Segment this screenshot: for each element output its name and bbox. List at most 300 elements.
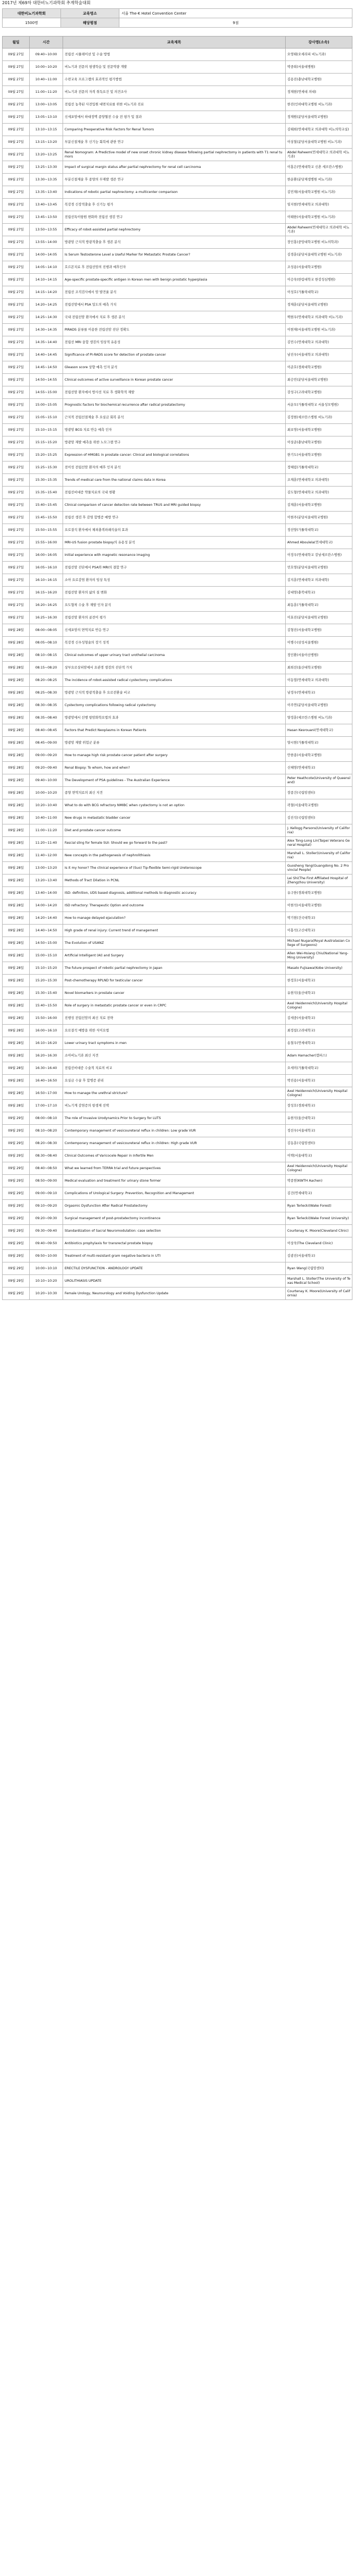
table-row (3, 549, 352, 562)
table-row (3, 900, 352, 912)
row-time: 16:40~16:50 (30, 1075, 63, 1087)
table-row (3, 386, 352, 399)
row-time: 16:30~16:40 (30, 1062, 63, 1075)
row-speaker: 조성용(서울대학교병원) (286, 261, 352, 274)
row-date: 09월 28일 (3, 962, 30, 975)
row-time: 09:00~09:20 (30, 749, 63, 762)
row-speaker: 이동엽(연세대학교 의과대학) (286, 674, 352, 687)
table-row (3, 261, 352, 274)
table-row (3, 336, 352, 349)
table-row (3, 574, 352, 587)
row-time: 14:20~14:25 (30, 299, 63, 311)
row-time: 14:00~14:05 (30, 249, 63, 261)
table-row (3, 186, 352, 199)
table-row (3, 887, 352, 900)
table-row (3, 224, 352, 236)
row-speaker: 민호영(분당서울대학교병원) (286, 562, 352, 574)
row-date: 09월 28일 (3, 849, 30, 862)
row-speaker: Axel Heidenreich(University Hospital Cologne) (286, 1087, 352, 1100)
row-time: 15:35~15:40 (30, 487, 63, 499)
table-row (3, 349, 352, 361)
row-time: 15:45~15:50 (30, 512, 63, 524)
row-title: Clinical outcomes of active surveillance in Korean prostate cancer (63, 374, 286, 386)
row-date: 09월 27일 (3, 149, 30, 161)
page-title: 2017년 제69차 대한비뇨기과학회 추계학술대회 (2, 1, 91, 5)
row-date: 09월 28일 (3, 1025, 30, 1037)
row-date: 09월 27일 (3, 599, 30, 612)
row-speaker: Courtenay K. Moore(University of California) (286, 1287, 352, 1300)
table-row (3, 1100, 352, 1112)
table-row (3, 562, 352, 574)
row-speaker: 이효진(분당서울대학교병원) (286, 612, 352, 624)
row-title: 상부요로상피암에서 요관경 생검의 진단적 가치 (63, 662, 286, 674)
row-speaker: 김정현(세브란스병원 비뇨기과) (286, 411, 352, 424)
row-speaker: 김용진(충남대학교병원) (286, 74, 352, 86)
row-title: Gleason score 상향 예측 인자 분석 (63, 361, 286, 374)
row-title: 전립선 생검 후 감염 합병증 예방 연구 (63, 512, 286, 524)
row-title: Age-specific prostate-specific antigen in Korean men with benign prostatic hyperplasia (63, 274, 286, 286)
row-time: 08:15~08:20 (30, 662, 63, 674)
row-date: 09월 28일 (3, 837, 30, 849)
row-time: 13:00~13:05 (30, 99, 63, 111)
row-time: 15:10~15:15 (30, 424, 63, 436)
row-speaker: Alex Tong-Long Lin(Taipei Veterans General Hospital) (286, 837, 352, 849)
info-table (2, 8, 352, 28)
row-title: Renal Biopsy: To whom, how and when? (63, 762, 286, 774)
table-row (3, 311, 352, 324)
row-time: 14:35~14:40 (30, 336, 63, 349)
row-title: 부분신절제술 후 신기능 회복에 관한 연구 (63, 136, 286, 149)
row-title: The role of Invasive Urodynamics Prior to Surgery for LUTS (63, 1112, 286, 1125)
score-value: 9점 (119, 18, 352, 28)
row-date: 09월 27일 (3, 524, 30, 537)
row-date: 09월 27일 (3, 211, 30, 224)
row-date: 09월 29일 (3, 1262, 30, 1275)
table-row (3, 1062, 352, 1075)
row-title: Fascial sling for female SUI: Should we go forward to the past? (63, 837, 286, 849)
row-speaker: 정선양(가톨릭대학교) (286, 524, 352, 537)
row-title: 전립선 조직검사에서 암 발견율 분석 (63, 286, 286, 299)
row-speaker: 이주연(분당서울대학교병원) (286, 699, 352, 712)
row-date: 09월 28일 (3, 887, 30, 900)
row-title: What to do with BCG refractory NMIBC when cystectomy is not an option (63, 799, 286, 812)
row-time: 14:20~14:40 (30, 912, 63, 925)
table-row (3, 211, 352, 224)
row-date: 09월 29일 (3, 1187, 30, 1200)
row-title: 전립선암 환자의 삶의 질 변화 (63, 587, 286, 599)
row-speaker: 이홍은(연세대학교 신촌 세브란스병원) (286, 161, 352, 174)
row-time: 09:50~10:00 (30, 1250, 63, 1262)
row-time: 08:05~08:10 (30, 637, 63, 649)
row-time: 14:55~15:00 (30, 386, 63, 399)
row-time: 15:30~15:35 (30, 474, 63, 487)
table-row (3, 987, 352, 1000)
row-speaker: 정재현(연세대 의대) (286, 86, 352, 99)
row-time: 16:50~17:00 (30, 1087, 63, 1100)
row-speaker: 오영태(오세라피 비뇨기과) (286, 48, 352, 61)
row-title: Is Serum Testosterone Level a Useful Marker for Metastatic Prostate Cancer? (63, 249, 286, 261)
table-row (3, 124, 352, 136)
table-row (3, 1250, 352, 1262)
table-row (3, 874, 352, 887)
row-date: 09월 27일 (3, 474, 30, 487)
row-date: 09월 28일 (3, 662, 30, 674)
table-row (3, 249, 352, 261)
schedule-header-row (3, 37, 352, 48)
row-speaker: Ahmed Aboulela(연세대학교) (286, 537, 352, 549)
row-date: 09월 28일 (3, 624, 30, 637)
row-speaker: 조재훈(연세대학교 의과대학) (286, 474, 352, 487)
row-title: Artificial Intelligent (AI) and Surgery (63, 950, 286, 962)
row-speaker: 김진석(국립암센터) (286, 812, 352, 824)
row-speaker: 이현주(분당서울대학교병원) (286, 512, 352, 524)
row-title: 소아비뇨기과 최신 지견 (63, 1050, 286, 1062)
row-speaker: Axel Heidenreich(University Hospital Cologne) (286, 1000, 352, 1012)
row-speaker: 이태한(서울대학교병원 비뇨기과) (286, 211, 352, 224)
row-time: 14:50~15:00 (30, 937, 63, 950)
schedule-table (2, 36, 352, 1300)
row-title: ISD: definition, UDS based diagnosis, additional methods to diagnostic accuracy (63, 887, 286, 900)
row-title: Female Urology, Neurourology and Voiding Dysfunction Update (63, 1287, 286, 1300)
row-speaker: 김지훈(연세대학교 의과대학) (286, 574, 352, 587)
row-speaker: 김태희(연세대학교 의과대학 비뇨의학교실) (286, 124, 352, 136)
row-time: 16:20~16:25 (30, 599, 63, 612)
table-row (3, 99, 352, 111)
row-time: 16:10~16:20 (30, 1037, 63, 1050)
row-time: 16:05~16:10 (30, 562, 63, 574)
row-speaker: 유현석(울산대학교) (286, 1112, 352, 1125)
row-title: 요실금 수술 후 합병증 관리 (63, 1075, 286, 1087)
row-date: 09월 28일 (3, 1037, 30, 1050)
table-row (3, 799, 352, 812)
table-row (3, 937, 352, 950)
row-title: 전립선특이항원 변화와 전립선 생검 연구 (63, 211, 286, 224)
row-speaker: 장인홍(중앙대학교병원 비뇨의학과) (286, 236, 352, 249)
row-date: 09월 27일 (3, 361, 30, 374)
row-title: Methods of Tract Dilation in PCNL (63, 874, 286, 887)
row-time: 10:40~11:00 (30, 812, 63, 824)
table-row (3, 1012, 352, 1025)
row-time: 08:40~08:50 (30, 1162, 63, 1175)
row-speaker: 송철우(연세대학교) (286, 1037, 352, 1050)
table-row (3, 587, 352, 599)
row-speaker: Ryan Terlecki(Wake Forest) (286, 1200, 352, 1212)
row-title: 전립선암 진단에서 PSA와 MRI의 결합 연구 (63, 562, 286, 574)
row-title: Trends of medical care from the national claims data in Korea (63, 474, 286, 487)
col-speaker: 강사명(소속) (286, 37, 352, 48)
row-title: Standardization of Sacral Neuromodulation: case selection (63, 1225, 286, 1237)
row-speaker: Abdel Raheem(연세대학교 의과대학 비뇨기과) (286, 149, 352, 161)
row-speaker: 이현석(서울대학교병원) (286, 900, 352, 912)
row-speaker: 백현우(연세대학교 의과대학 비뇨기과) (286, 311, 352, 324)
row-title: What we learned from TERRA trial and future perspectives (63, 1162, 286, 1175)
row-date: 09월 28일 (3, 1062, 30, 1075)
row-date: 09월 27일 (3, 324, 30, 336)
row-title: 호르몬치료 후 전립선암의 진행과 예후인자 (63, 261, 286, 274)
row-time: 15:10~15:20 (30, 962, 63, 975)
row-time: 08:00~08:05 (30, 624, 63, 637)
row-time: 13:25~13:30 (30, 161, 63, 174)
row-date: 09월 27일 (3, 186, 30, 199)
row-date: 09월 29일 (3, 1212, 30, 1225)
row-speaker: 이택(서울대학교) (286, 1150, 352, 1162)
row-time: 13:05~13:10 (30, 111, 63, 124)
row-date: 09월 28일 (3, 637, 30, 649)
table-row (3, 74, 352, 86)
row-speaker: 남진우(서울대학교 의과대학) (286, 349, 352, 361)
row-date: 09월 28일 (3, 699, 30, 712)
row-time: 17:00~17:10 (30, 1100, 63, 1112)
row-time: 08:25~08:30 (30, 687, 63, 699)
row-title: 진행성 전립선암의 최신 치료 전략 (63, 1012, 286, 1025)
row-title: Is it my honor? The clinical experience of (Suo) Tip-flexible Semi-rigid Ureteroscope (63, 862, 286, 874)
row-date: 09월 28일 (3, 749, 30, 762)
row-title: Novel biomarkers in prostate cancer (63, 987, 286, 1000)
table-row (3, 1050, 352, 1062)
table-row (3, 662, 352, 674)
row-date: 09월 27일 (3, 424, 30, 436)
row-speaker: 유구한(경희대학교병원) (286, 887, 352, 900)
row-title: Lower urinary tract symptoms in men (63, 1037, 286, 1050)
table-row (3, 975, 352, 987)
row-title: 방광암 근치적 방광적출술 후 요로전환술 비교 (63, 687, 286, 699)
row-title: Medical evaluation and treatment for urinary stone former (63, 1175, 286, 1187)
row-speaker: Abdel Raheem(연세대학교 의과대학 비뇨기과) (286, 224, 352, 236)
row-title: 복강경 신장적출술 후 신기능 평가 (63, 199, 286, 211)
row-date: 09월 27일 (3, 99, 30, 111)
row-time: 10:00~10:20 (30, 787, 63, 799)
row-title: 종양 면역치료의 최신 지견 (63, 787, 286, 799)
table-row (3, 1212, 352, 1225)
row-date: 09월 27일 (3, 74, 30, 86)
row-date: 09월 27일 (3, 48, 30, 61)
row-speaker: 이승욱(한림대학교 한강성심병원) (286, 274, 352, 286)
row-time: 08:50~09:00 (30, 1175, 63, 1187)
row-speaker: 장종건(국립암센터) (286, 787, 352, 799)
row-title: 요도협착 수술 후 재발 인자 분석 (63, 599, 286, 612)
education-type-label: 교육명소 (61, 9, 119, 18)
row-title: New concepts in the pathogenesis of nephrolithiasis (63, 849, 286, 862)
row-date: 09월 27일 (3, 411, 30, 424)
row-time: 15:50~16:00 (30, 1012, 63, 1025)
table-row (3, 699, 352, 712)
row-title: Surgical management of post-prostatectomy incontinence (63, 1212, 286, 1225)
row-title: ISD refractory: Therapeutic Option and outcome (63, 900, 286, 912)
row-time: 09:40~09:50 (30, 1237, 63, 1250)
row-time: 15:20~15:25 (30, 449, 63, 461)
row-date: 09월 27일 (3, 399, 30, 411)
row-time: 15:55~16:00 (30, 537, 63, 549)
row-time: 14:40~14:50 (30, 925, 63, 937)
row-speaker: 김세중(서울대학교) (286, 1012, 352, 1025)
row-time: 11:00~11:20 (30, 824, 63, 837)
row-time: 16:20~16:30 (30, 1050, 63, 1062)
row-time: 08:10~08:15 (30, 649, 63, 662)
row-time: 15:00~15:05 (30, 399, 63, 411)
row-title: How to manage high risk prostate cancer patient after surgery (63, 749, 286, 762)
organizer-label: 대한비뇨기과학회 (3, 9, 61, 18)
row-time: 09:20~09:40 (30, 762, 63, 774)
row-title: Impact of surgical margin status after partial nephrectomy for renal cell carcinoma (63, 161, 286, 174)
row-date: 09월 28일 (3, 937, 30, 950)
row-time: 13:35~13:40 (30, 186, 63, 199)
row-title: 근치적 전립선절제술 후 요실금 회복 분석 (63, 411, 286, 424)
row-speaker: 박기현(건국대학교) (286, 912, 352, 925)
row-title: How to manage delayed ejaculation? (63, 912, 286, 925)
row-date: 09월 28일 (3, 649, 30, 662)
row-speaker: 오세미(가톨릭대학교) (286, 1062, 352, 1075)
row-date: 09월 27일 (3, 336, 30, 349)
row-title: Orgasmic Dysfunction After Radical Prostatectomy (63, 1200, 286, 1212)
row-speaker: 김경훈(분당서울대학교병원 비뇨기과) (286, 249, 352, 261)
row-title: 전립선암 환자에서 방사선 치료 후 생화학적 재발 (63, 386, 286, 399)
row-speaker: 김도형(연세대학교 의과대학) (286, 487, 352, 499)
row-speaker: 양시현(가톨릭대학교) (286, 737, 352, 749)
row-date: 09월 28일 (3, 1100, 30, 1112)
row-title: 전립선암 환자의 골전이 평가 (63, 612, 286, 624)
row-date: 09월 28일 (3, 774, 30, 787)
row-date: 09월 27일 (3, 299, 30, 311)
row-time: 13:00~13:20 (30, 862, 63, 874)
table-row (3, 436, 352, 449)
row-speaker: 김민수(연세대학교 의과대학) (286, 336, 352, 349)
table-row (3, 61, 352, 74)
row-date: 09월 27일 (3, 261, 30, 274)
row-speaker: Marshall L. Stoller(University of California) (286, 849, 352, 862)
table-row (3, 812, 352, 824)
row-date: 09월 28일 (3, 862, 30, 874)
row-title: 전립선 시뮬레이션 및 수술 방법 (63, 48, 286, 61)
row-date: 09월 28일 (3, 712, 30, 724)
table-row (3, 1125, 352, 1137)
row-date: 09월 27일 (3, 286, 30, 299)
table-row (3, 674, 352, 687)
row-speaker: 이병수(삼성서울병원) (286, 637, 352, 649)
row-time: 11:20~11:40 (30, 837, 63, 849)
row-title: 방광암 BCG 치료 반응 예측 인자 (63, 424, 286, 436)
table-row (3, 537, 352, 549)
row-date: 09월 27일 (3, 612, 30, 624)
row-time: 09:30~09:40 (30, 1225, 63, 1237)
row-speaker: 정재훈(분당서울대학교병원) (286, 299, 352, 311)
table-row (3, 824, 352, 837)
row-time: 13:15~13:20 (30, 136, 63, 149)
row-date: 09월 29일 (3, 1162, 30, 1175)
row-speaker: Lei Shi(The First Affiliated Hospital of Zhengzhou University) (286, 874, 352, 887)
row-speaker: 이상철(분당서울대학교병원 비뇨기과) (286, 136, 352, 149)
row-time: 14:25~14:30 (30, 311, 63, 324)
row-date: 09월 27일 (3, 124, 30, 136)
row-speaker: 곽철(서울대학교병원) (286, 799, 352, 812)
table-row (3, 86, 352, 99)
row-time: 10:00~10:10 (30, 1262, 63, 1275)
row-title: The Development of PSA guidelines - The Australian Experience (63, 774, 286, 787)
attendee-count: 1500명 (3, 18, 61, 28)
row-title: 요로결석 환자에서 체외충격파쇄석술의 효과 (63, 524, 286, 537)
row-speaker: 신혜영(연세대학교) (286, 762, 352, 774)
row-speaker: 한운환(분당제생병원 비뇨기과) (286, 174, 352, 186)
table-row (3, 1187, 352, 1200)
row-speaker: 이홍석(고신대학교) (286, 925, 352, 937)
row-date: 09월 28일 (3, 925, 30, 937)
row-speaker: 이현재(서울대학교병원 비뇨기과) (286, 324, 352, 336)
table-row (3, 1162, 352, 1175)
row-title: ERECTILE DYSFUNCTION - ANDROLOGY UPDATE (63, 1262, 286, 1275)
row-date: 09월 29일 (3, 1287, 30, 1300)
row-date: 09월 28일 (3, 1087, 30, 1100)
venue: 서울 The-K Hotel Convention Center (119, 9, 352, 18)
row-date: 09월 28일 (3, 787, 30, 799)
table-row (3, 411, 352, 424)
table-row (3, 461, 352, 474)
table-row (3, 524, 352, 537)
row-title: Expression of HMGB1 in prostate cancer: Clinical and biological correlations (63, 449, 286, 461)
row-date: 09월 28일 (3, 987, 30, 1000)
row-title: 국내 전립선암 환자에서 치료 후 생존 분석 (63, 311, 286, 324)
row-time: 09:20~09:30 (30, 1212, 63, 1225)
row-speaker: Peter Heathcote(University of Queensland) (286, 774, 352, 787)
table-row (3, 274, 352, 286)
table-row (3, 1075, 352, 1087)
row-speaker: Courtenay K. Moore(Cleveland Clinic) (286, 1225, 352, 1237)
row-date: 09월 28일 (3, 724, 30, 737)
row-time: 16:25~16:30 (30, 612, 63, 624)
row-date: 09월 28일 (3, 812, 30, 824)
row-time: 15:00~15:10 (30, 950, 63, 962)
row-speaker: Michael Nugara(Royal Australasian College of Surgeons) (286, 937, 352, 950)
row-title: 전립선암에서 PSA 밀도의 예측 가치 (63, 299, 286, 311)
row-title: 전립선 농축된 사전입원 대면치료를 위한 비뇨기과 진료 (63, 99, 286, 111)
row-speaker: 최동훈(가톨릭대학교) (286, 599, 352, 612)
row-title: 비뇨기계 감염증의 항생제 선택 (63, 1100, 286, 1112)
table-row (3, 950, 352, 962)
row-title: Complications of Urological Surgery: Prevention, Recognition and Management (63, 1187, 286, 1200)
table-row (3, 1225, 352, 1237)
row-time: 13:45~13:50 (30, 211, 63, 224)
table-row (3, 1000, 352, 1012)
table-row (3, 161, 352, 174)
row-date: 09월 27일 (3, 461, 30, 474)
row-date: 09월 28일 (3, 874, 30, 887)
table-row (3, 487, 352, 499)
row-time: 14:00~14:20 (30, 900, 63, 912)
table-row (3, 361, 352, 374)
row-speaker: Marshall L. Stoller(The University of Texas Medical School) (286, 1275, 352, 1287)
table-row (3, 837, 352, 849)
row-title: The future prospect of robotic partial nephrectomy in Japan (63, 962, 286, 975)
row-date: 09월 27일 (3, 562, 30, 574)
row-speaker: 남정우(연세대학교) (286, 687, 352, 699)
row-title: Efficacy of robot-assisted partial nephrectomy (63, 224, 286, 236)
row-time: 14:50~14:55 (30, 374, 63, 386)
row-title: How to manage the urethral stricture? (63, 1087, 286, 1100)
row-speaker: 이준호(경희대학교병원) (286, 361, 352, 374)
row-date: 09월 27일 (3, 574, 30, 587)
row-date: 09월 27일 (3, 199, 30, 211)
row-date: 09월 28일 (3, 799, 30, 812)
row-title: PIRADS 분류를 이용한 전립선암 진단 정확도 (63, 324, 286, 336)
table-row (3, 1025, 352, 1037)
row-speaker: 김광진(서울대학교) (286, 1250, 352, 1262)
row-speaker: Masato Fujisawa(Kobe University) (286, 962, 352, 975)
row-title: Cystectomy complications following radical cystectomy (63, 699, 286, 712)
row-time: 14:15~14:20 (30, 286, 63, 299)
row-time: 15:50~15:55 (30, 524, 63, 537)
row-title: Clinical Outcomes of Varicocele Repair in Infertile Men (63, 1150, 286, 1162)
table-row (3, 236, 352, 249)
row-date: 09월 27일 (3, 436, 30, 449)
table-row (3, 424, 352, 436)
